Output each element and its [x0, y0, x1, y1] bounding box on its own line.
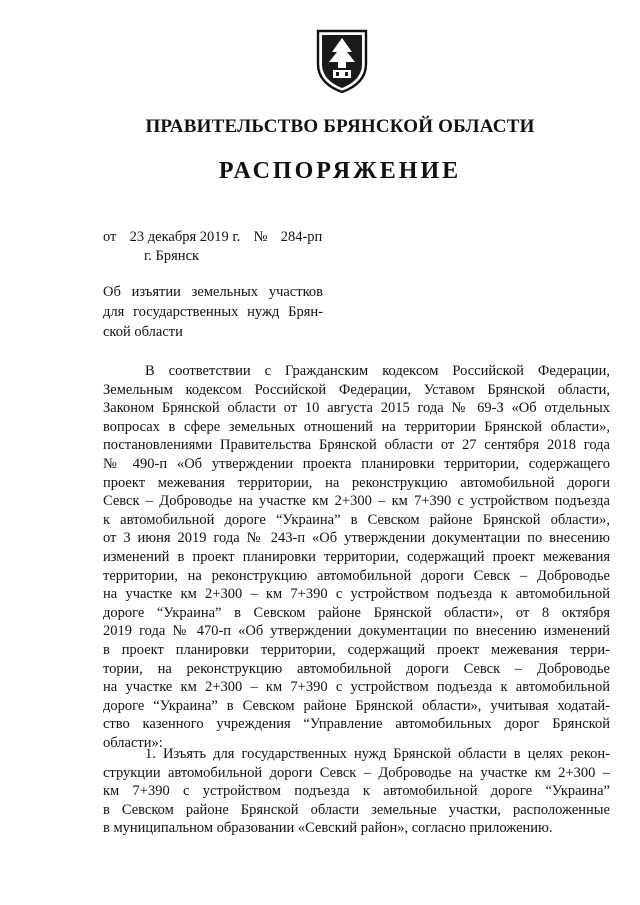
- number-sign: №: [253, 229, 268, 245]
- subject-line: Об изъятии земельных участков: [103, 284, 323, 300]
- body-line: на участке км 2+300 – км 7+390 с устройством подъезда к автомобильной: [103, 586, 610, 603]
- document-subject: [103, 282, 323, 342]
- body-line: Законом Брянской области от 10 августа 2015 года № 69-З «Об отдельных: [103, 400, 610, 417]
- body-line: Земельным кодексом Российской Федерации, Уставом Брянской области,: [103, 381, 610, 398]
- item-1-paragraph: [103, 745, 610, 838]
- body-line: территории, на реконструкцию автомобильной дороги Севск – Доброводье: [103, 567, 610, 584]
- body-line: от 3 июня 2019 года № 243-п «Об утверждении документации по внесению: [103, 530, 610, 547]
- body-line: изменений в проект планировки территории, содержащий проект межевания: [103, 548, 610, 565]
- body-line: дороге “Украина” в Севском районе Брянской области», от 8 октября: [103, 604, 610, 621]
- date-prefix: от: [103, 229, 117, 245]
- body-line: км 7+390 с устройством подъезда к автомобильной дороге “Украина”: [103, 783, 610, 800]
- preamble-paragraph: [103, 362, 610, 752]
- government-title: ПРАВИТЕЛЬСТВО БРЯНСКОЙ ОБЛАСТИ: [145, 116, 535, 137]
- document-number: 284-рп: [280, 229, 323, 245]
- body-line: струкции автомобильной дороги Севск – Доброводье на участке км 2+300 –: [103, 764, 610, 781]
- document-type-title: РАСПОРЯЖЕНИЕ: [218, 158, 462, 184]
- body-line: в муниципальном образовании «Севский район», согласно приложению.: [103, 820, 553, 837]
- body-line: № 490-п «Об утверждении проекта планировки территории, содержащего: [103, 455, 610, 472]
- body-line: на участке км 2+300 – км 7+390 с устройством подъезда к автомобильной: [103, 679, 610, 696]
- body-line: дороге “Украина” в Севском районе Брянской области», учитывая ходатай-: [103, 697, 610, 714]
- body-line: постановлениями Правительства Брянской области от 27 сентября 2018 года: [103, 437, 610, 454]
- body-line: Севск – Доброводье на участке км 2+300 – км 7+390 с устройством подъезда: [103, 493, 610, 510]
- body-line: проект межевания территории, на реконструкцию автомобильной дороги: [103, 474, 610, 491]
- subject-line: для государственных нужд Брян-: [103, 304, 323, 320]
- body-line: 1. Изъять для государственных нужд Брянской области в целях рекон-: [145, 746, 610, 762]
- document-date-line: [103, 229, 322, 246]
- body-line: 2019 года № 470-п «Об утверждении документации по внесению изменений: [103, 623, 610, 640]
- body-line: ство казенного учреждения “Управление автомобильных дорог Брянской: [103, 716, 610, 733]
- body-line: в проект планировки территории, содержащий проект межевания терри-: [103, 641, 610, 658]
- body-line: в Севском районе Брянской области земельные участки, расположенные: [103, 801, 610, 818]
- body-line: тории, на реконструкцию автомобильной дороги Севск – Доброводье: [103, 660, 610, 677]
- body-line: области»:: [103, 734, 163, 751]
- body-line: вопросах в сфере земельных отношений на территории Брянской области»,: [103, 418, 610, 435]
- subject-line: ской области: [103, 324, 183, 340]
- document-date: 23 декабря 2019 г.: [129, 229, 241, 245]
- body-line: к автомобильной дороге “Украина” в Севском районе Брянской области»,: [103, 511, 610, 528]
- document-city: г. Брянск: [144, 248, 200, 264]
- coat-of-arms-emblem: [315, 28, 369, 94]
- body-line: В соответствии с Гражданским кодексом Российской Федерации,: [145, 363, 610, 379]
